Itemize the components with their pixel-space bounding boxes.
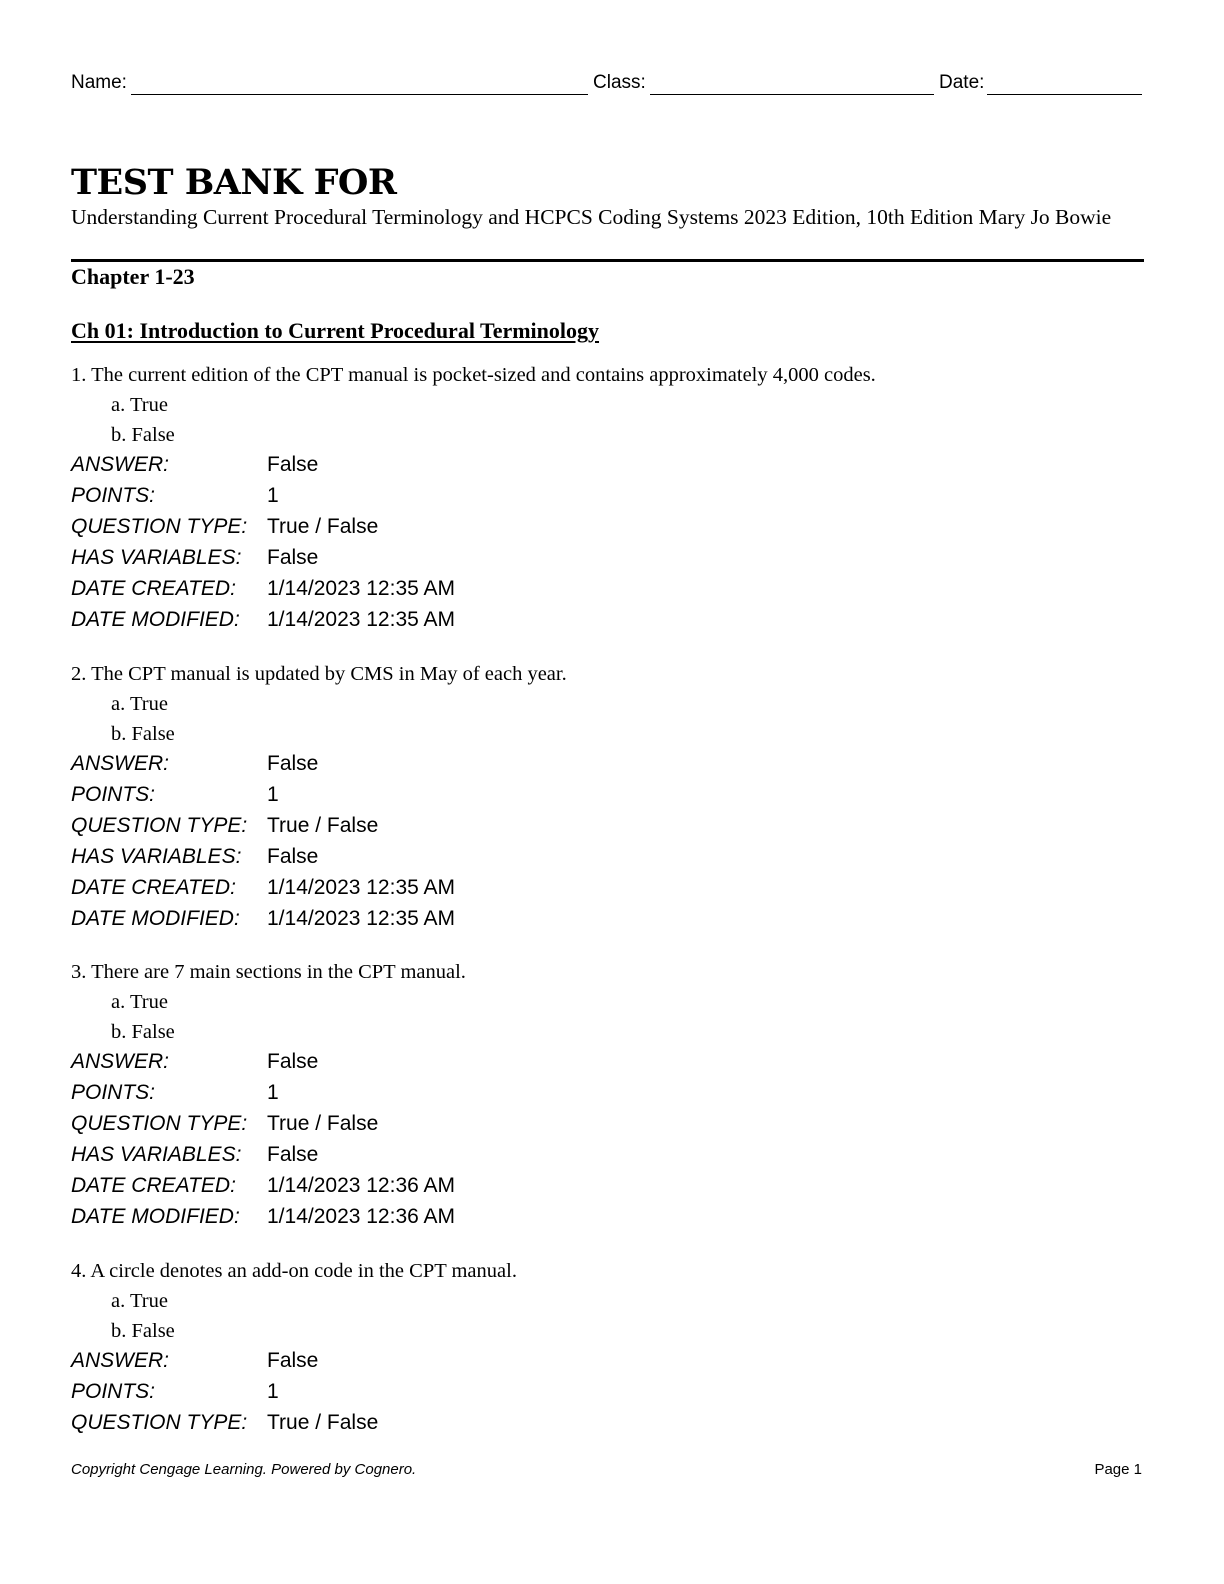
class-label: Class: — [593, 72, 646, 93]
date-modified-value: 1/14/2023 12:36 AM — [267, 1205, 455, 1228]
date-created-row — [71, 876, 1144, 907]
date-modified-row — [71, 907, 1144, 938]
chapter-heading: Chapter 1-23 — [71, 264, 195, 289]
has-variables-value: False — [267, 546, 319, 569]
question-type-row — [71, 1411, 1144, 1442]
answer-row — [71, 1349, 1144, 1380]
points-row — [71, 484, 1144, 515]
has-variables-label: HAS VARIABLES: — [71, 1143, 242, 1166]
question-type-value: True / False — [267, 515, 379, 538]
question-type-row — [71, 515, 1144, 546]
answer-value: False — [267, 752, 319, 775]
points-row — [71, 1380, 1144, 1411]
option-false: b. False — [111, 1320, 175, 1342]
date-created-value: 1/14/2023 12:36 AM — [267, 1174, 455, 1197]
header-fields — [71, 72, 1142, 98]
date-field-line[interactable] — [987, 94, 1142, 95]
date-modified-label: DATE MODIFIED: — [71, 608, 240, 631]
answer-label: ANSWER: — [71, 1349, 170, 1372]
date-label: Date: — [939, 72, 985, 93]
has-variables-value: False — [267, 1143, 319, 1166]
date-created-label: DATE CREATED: — [71, 876, 236, 899]
question-stem: 4. A circle denotes an add-on code in the CPT manual. — [71, 1260, 517, 1282]
question-type-label: QUESTION TYPE: — [71, 814, 248, 837]
points-value: 1 — [267, 1081, 279, 1104]
question-type-label: QUESTION TYPE: — [71, 1112, 248, 1135]
option-true: a. True — [111, 1290, 168, 1312]
option-true: a. True — [111, 394, 168, 416]
points-row — [71, 783, 1144, 814]
option-false: b. False — [111, 723, 175, 745]
question-type-label: QUESTION TYPE: — [71, 1411, 248, 1434]
copyright-text: Copyright Cengage Learning. Powered by Cognero. — [71, 1461, 417, 1478]
date-modified-value: 1/14/2023 12:35 AM — [267, 608, 455, 631]
points-label: POINTS: — [71, 1380, 156, 1403]
question-type-row — [71, 1112, 1144, 1143]
option-false: b. False — [111, 424, 175, 446]
date-created-row — [71, 1174, 1144, 1205]
name-label: Name: — [71, 72, 127, 93]
option-true: a. True — [111, 693, 168, 715]
question-type-value: True / False — [267, 1411, 379, 1434]
question-type-value: True / False — [267, 814, 379, 837]
points-value: 1 — [267, 484, 279, 507]
class-field-line[interactable] — [650, 94, 934, 95]
has-variables-row — [71, 1143, 1144, 1174]
points-label: POINTS: — [71, 1081, 156, 1104]
question-stem: 3. There are 7 main sections in the CPT manual. — [71, 961, 466, 983]
question-type-value: True / False — [267, 1112, 379, 1135]
question-stem: 1. The current edition of the CPT manual is pocket-sized and contains approximately 4,000 codes. — [71, 364, 876, 386]
date-modified-row — [71, 608, 1144, 639]
question-type-label: QUESTION TYPE: — [71, 515, 248, 538]
question-4 — [71, 1259, 1144, 1442]
title-divider — [71, 259, 1144, 262]
answer-label: ANSWER: — [71, 752, 170, 775]
answer-row — [71, 1050, 1144, 1081]
answer-value: False — [267, 1050, 319, 1073]
date-created-row — [71, 577, 1144, 608]
date-modified-value: 1/14/2023 12:35 AM — [267, 907, 455, 930]
has-variables-value: False — [267, 845, 319, 868]
date-created-value: 1/14/2023 12:35 AM — [267, 577, 455, 600]
question-2 — [71, 662, 1144, 938]
page-number: Page 1 — [1094, 1461, 1142, 1478]
date-created-label: DATE CREATED: — [71, 577, 236, 600]
option-true: a. True — [111, 991, 168, 1013]
question-3 — [71, 960, 1144, 1236]
has-variables-label: HAS VARIABLES: — [71, 546, 242, 569]
question-1 — [71, 363, 1144, 639]
points-value: 1 — [267, 783, 279, 806]
points-row — [71, 1081, 1144, 1112]
date-modified-row — [71, 1205, 1144, 1236]
has-variables-row — [71, 845, 1144, 876]
answer-row — [71, 752, 1144, 783]
date-created-label: DATE CREATED: — [71, 1174, 236, 1197]
document-page — [71, 0, 1144, 1584]
date-modified-label: DATE MODIFIED: — [71, 1205, 240, 1228]
date-modified-label: DATE MODIFIED: — [71, 907, 240, 930]
option-false: b. False — [111, 1021, 175, 1043]
points-label: POINTS: — [71, 484, 156, 507]
section-heading: Ch 01: Introduction to Current Procedural Terminology — [71, 318, 600, 343]
question-stem: 2. The CPT manual is updated by CMS in May of each year. — [71, 663, 567, 685]
question-type-row — [71, 814, 1144, 845]
name-field-line[interactable] — [131, 94, 588, 95]
has-variables-row — [71, 546, 1144, 577]
date-created-value: 1/14/2023 12:35 AM — [267, 876, 455, 899]
answer-value: False — [267, 453, 319, 476]
has-variables-label: HAS VARIABLES: — [71, 845, 242, 868]
answer-value: False — [267, 1349, 319, 1372]
answer-row — [71, 453, 1144, 484]
document-title: TEST BANK FOR — [71, 162, 397, 203]
points-value: 1 — [267, 1380, 279, 1403]
points-label: POINTS: — [71, 783, 156, 806]
document-subtitle: Understanding Current Procedural Terminology and HCPCS Coding Systems 2023 Edition, 10th Edition Mary Jo Bowie — [71, 205, 1112, 229]
answer-label: ANSWER: — [71, 1050, 170, 1073]
answer-label: ANSWER: — [71, 453, 170, 476]
